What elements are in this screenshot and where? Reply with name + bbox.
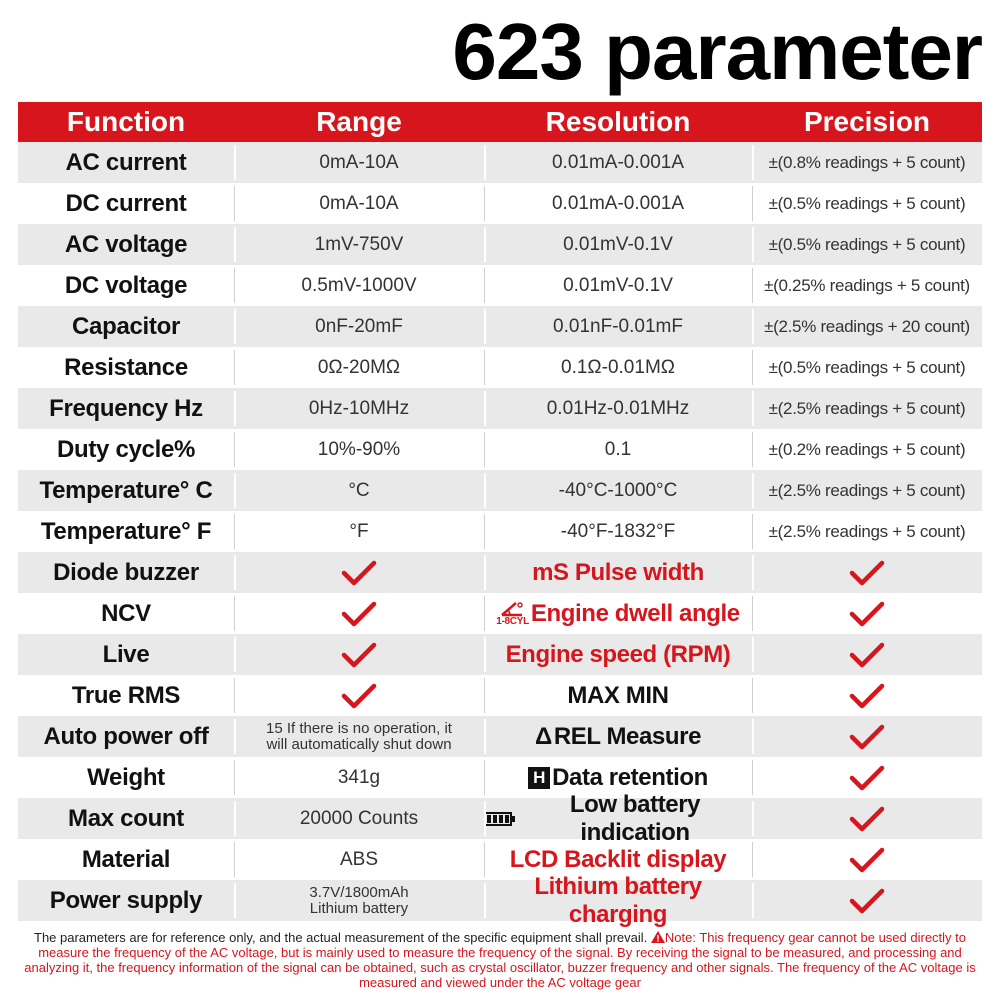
checkmark-icon (849, 600, 885, 628)
cell-precision: ±(0.2% readings + 5 count) (752, 429, 982, 470)
table-row (18, 872, 982, 928)
table-row (18, 306, 982, 347)
cell-function: Resistance (64, 353, 188, 381)
cell-precision: ±(0.5% readings + 5 count) (752, 347, 982, 388)
cell-precision (752, 839, 982, 880)
table-row (18, 790, 982, 846)
cell-feature (484, 790, 752, 846)
table-row (18, 388, 982, 429)
cell-precision: ±(2.5% readings + 5 count) (752, 511, 982, 552)
cell-range (234, 552, 484, 593)
table-row (18, 142, 982, 183)
cell-precision: ±(0.25% readings + 5 count) (752, 265, 982, 306)
table-row (18, 511, 982, 552)
cell-range: °F (234, 511, 484, 552)
feature-label: Engine speed (RPM) (505, 640, 731, 668)
hold-icon: H (528, 767, 550, 789)
cell-function: Max count (68, 804, 184, 832)
cell-function: AC current (65, 148, 187, 176)
cell-feature (484, 716, 752, 757)
table-row (18, 224, 982, 265)
cell-range: 0Ω-20MΩ (234, 347, 484, 388)
checkmark-icon (849, 846, 885, 874)
battery-icon (484, 812, 515, 826)
dwell-icon-label: 1-8CYL (496, 615, 529, 627)
table-row (18, 675, 982, 716)
cell-function: Live (102, 640, 150, 668)
range-text-line: 3.7V/1800mAh (309, 883, 409, 901)
cell-range: °C (234, 470, 484, 511)
cell-range: 0nF-20mF (234, 306, 484, 347)
feature-label: Engine dwell angle (530, 599, 740, 627)
checkmark-icon (341, 641, 377, 669)
header-precision: Precision (803, 106, 931, 137)
cell-function: Capacitor (72, 312, 180, 340)
warning-icon (651, 931, 665, 943)
cell-resolution: -40°C-1000°C (484, 470, 752, 511)
cell-function: Temperature° F (40, 517, 212, 545)
feature-label: mS Pulse width (532, 558, 704, 586)
checkmark-icon (849, 641, 885, 669)
cell-precision (752, 593, 982, 634)
cell-range (234, 757, 484, 798)
feature-label: Lithium battery charging (534, 872, 702, 928)
table-row (18, 429, 982, 470)
cell-function: Duty cycle% (56, 435, 196, 463)
cell-function: Weight (87, 763, 165, 791)
checkmark-icon (849, 682, 885, 710)
table-row (18, 347, 982, 388)
table-row (18, 634, 982, 675)
cell-precision: ±(0.5% readings + 5 count) (752, 183, 982, 224)
cell-range (234, 716, 484, 757)
cell-precision: ±(2.5% readings + 5 count) (752, 470, 982, 511)
header-range: Range (316, 106, 402, 137)
cell-range: 0mA-10A (234, 142, 484, 183)
table-row (18, 757, 982, 798)
feature-label: Data retention (552, 763, 708, 791)
cell-precision: ±(0.8% readings + 5 count) (752, 142, 982, 183)
cell-resolution: 0.1 (484, 429, 752, 470)
header-resolution: Resolution (545, 106, 691, 137)
range-text-line: will automatically shut down (266, 735, 452, 753)
checkmark-icon (849, 805, 885, 833)
range-text-line: 20000 Counts (299, 807, 419, 829)
cell-feature (484, 634, 752, 675)
range-text-line: Lithium battery (309, 899, 409, 917)
table-body (18, 142, 982, 928)
cell-range: 0.5mV-1000V (234, 265, 484, 306)
cell-precision (752, 880, 982, 921)
range-text-line: 15 If there is no operation, it (266, 719, 452, 737)
cell-function: True RMS (71, 681, 181, 709)
cell-function: DC voltage (64, 271, 188, 299)
cell-precision (752, 675, 982, 716)
cell-function: Frequency Hz (49, 394, 203, 422)
checkmark-icon (341, 682, 377, 710)
cell-function: DC current (65, 189, 187, 217)
checkmark-icon (849, 887, 885, 915)
feature-label: REL Measure (553, 722, 702, 750)
feature-label: LCD Backlit display (509, 845, 727, 873)
cell-feature (484, 675, 752, 716)
cell-range (234, 634, 484, 675)
cell-range (234, 839, 484, 880)
cell-precision (752, 757, 982, 798)
range-text-line: ABS (339, 848, 379, 870)
cell-precision (752, 552, 982, 593)
page-title: 623 parameter (452, 7, 982, 96)
checkmark-icon (849, 559, 885, 587)
header-function: Function (66, 106, 186, 137)
cell-resolution: -40°F-1832°F (484, 511, 752, 552)
cell-function: Material (81, 845, 171, 873)
disclaimer-note (18, 930, 982, 990)
parameter-table (18, 102, 982, 928)
table-row (18, 716, 982, 757)
checkmark-icon (849, 723, 885, 751)
cell-resolution: 0.01Hz-0.01MHz (484, 388, 752, 429)
cell-precision: ±(0.5% readings + 5 count) (752, 224, 982, 265)
cell-precision (752, 798, 982, 839)
cell-function: NCV (101, 599, 151, 627)
note-warning-label: Note: This frequency (664, 930, 785, 945)
cell-function: AC voltage (64, 230, 188, 258)
checkmark-icon (849, 764, 885, 792)
delta-icon: Δ (534, 722, 552, 750)
cell-precision (752, 634, 982, 675)
table-row (18, 593, 982, 634)
feature-label: MAX MIN (567, 681, 669, 709)
note-text: The parameters are for reference only, and the actual measurement of the specific equipment shall prevail. (34, 930, 648, 945)
cell-precision: ±(2.5% readings + 5 count) (752, 388, 982, 429)
cell-precision (752, 716, 982, 757)
cell-function: Diode buzzer (53, 558, 199, 586)
cell-resolution: 0.01mA-0.001A (484, 142, 752, 183)
cell-feature (484, 593, 752, 634)
cell-range: 1mV-750V (234, 224, 484, 265)
cell-function: Power supply (49, 886, 203, 914)
dwell-angle-icon (496, 601, 529, 627)
cell-resolution: 0.01mV-0.1V (484, 224, 752, 265)
table-row (18, 183, 982, 224)
cell-function: Temperature° C (39, 476, 213, 504)
table-row (18, 470, 982, 511)
cell-range (234, 798, 484, 839)
cell-range (234, 880, 484, 921)
cell-range: 0mA-10A (234, 183, 484, 224)
feature-label: Low battery indication (569, 790, 701, 846)
cell-resolution: 0.1Ω-0.01MΩ (484, 347, 752, 388)
cell-resolution: 0.01mA-0.001A (484, 183, 752, 224)
cell-function: Auto power off (43, 722, 209, 750)
cell-feature (484, 872, 752, 928)
checkmark-icon (341, 559, 377, 587)
cell-precision: ±(2.5% readings + 20 count) (752, 306, 982, 347)
cell-feature (484, 552, 752, 593)
cell-range (234, 675, 484, 716)
cell-range: 0Hz-10MHz (234, 388, 484, 429)
cell-resolution: 0.01nF-0.01mF (484, 306, 752, 347)
cell-range (234, 593, 484, 634)
table-header (18, 102, 982, 142)
cell-resolution: 0.01mV-0.1V (484, 265, 752, 306)
cell-range: 10%-90% (234, 429, 484, 470)
table-row (18, 552, 982, 593)
table-row (18, 265, 982, 306)
range-text-line: 341g (337, 766, 381, 788)
checkmark-icon (341, 600, 377, 628)
note-warning-text: gear cannot be used directly to measure the frequency of the AC voltage, but is mainly used to measure the frequency of the signal. By receiving the signal to be measured, and processing and analyzing it, the frequency information of the signal can be obtained, such as crystal oscillator, buzzer frequency and other signals. The frequency of the AC voltage is measured and viewed under the AC voltage gear (24, 930, 976, 990)
